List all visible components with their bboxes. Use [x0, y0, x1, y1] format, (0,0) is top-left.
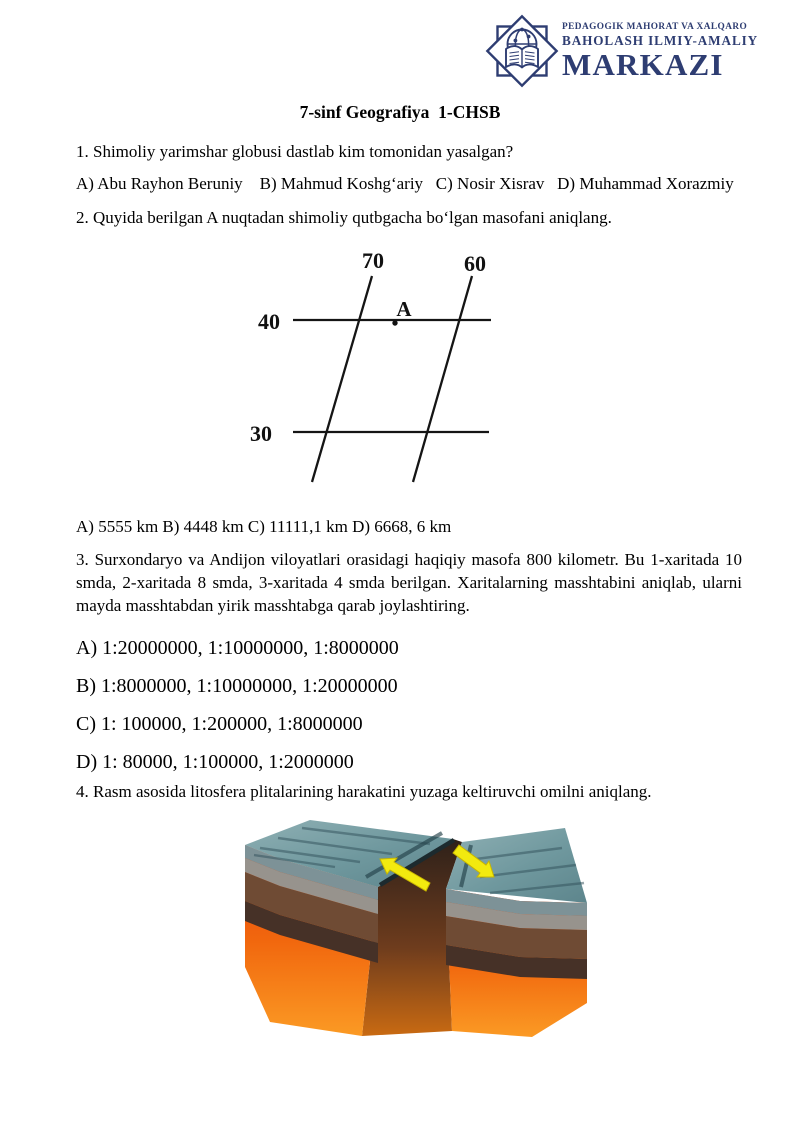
- question-1-options: A) Abu Rayhon Beruniy B) Mahmud Koshg‘ariy C) Nosir Xisrav D) Muhammad Xorazmiy: [76, 174, 734, 193]
- point-a-label: A: [396, 297, 412, 321]
- parallel-40-label: 40: [258, 309, 280, 334]
- logo-line2: BAHOLASH ILMIY-AMALIY: [562, 33, 759, 48]
- right-plate-strata: [446, 889, 587, 1037]
- question-1-text: 1. Shimoliy yarimshar globusi dastlab kim tomonidan yasalgan?: [76, 142, 514, 161]
- question-2-options: A) 5555 km B) 4448 km C) 11111,1 km D) 6668, 6 km: [76, 517, 452, 536]
- q3-option-b: B) 1:8000000, 1:10000000, 1:20000000: [76, 675, 398, 697]
- question-3-options: [76, 629, 399, 781]
- question-2-text: 2. Quyida berilgan A nuqtadan shimoliy qutbgacha bo‘lgan masofani aniqlang.: [76, 208, 612, 227]
- q3-option-c: C) 1: 100000, 1:200000, 1:8000000: [76, 713, 363, 735]
- point-a-dot: [392, 320, 397, 325]
- meridian-60-line: [413, 276, 472, 482]
- meridian-60-label: 60: [464, 251, 486, 276]
- q3-option-a: A) 1:20000000, 1:10000000, 1:8000000: [76, 637, 399, 659]
- logo-line1: PEDAGOGIK MAHORAT VA XALQARO: [562, 22, 748, 32]
- logo-line3: MARKAZI: [562, 47, 724, 82]
- graticule-diagram: [238, 243, 500, 493]
- meridian-70-label: 70: [362, 248, 384, 273]
- page-title: 7-sinf Geografiya 1-CHSB: [299, 102, 501, 122]
- parallel-30-label: 30: [250, 421, 272, 446]
- question-3-text: 3. Surxondaryo va Andijon viloyatlari orasidagi haqiqiy masofa 800 kilometr. Bu 1-xaritada 10 smda, 2-xaritada 8 smda, 3-xaritada 4 smda berilgan. Xaritalarning masshtabini aniqlab, ularni mayda masshtabdan yirik masshtabga qarab joylashtiring.: [76, 550, 742, 615]
- markazi-logo-text: [562, 22, 759, 82]
- tectonic-plates-figure: [240, 815, 590, 1037]
- meridian-70-line: [312, 276, 372, 482]
- right-plate-top: [446, 828, 587, 903]
- q3-option-d: D) 1: 80000, 1:100000, 1:2000000: [76, 751, 354, 773]
- markazi-logo-icon: [484, 13, 560, 89]
- question-4-text: 4. Rasm asosida litosfera plitalarining harakatini yuzaga keltiruvchi omilni aniqlang.: [76, 782, 652, 801]
